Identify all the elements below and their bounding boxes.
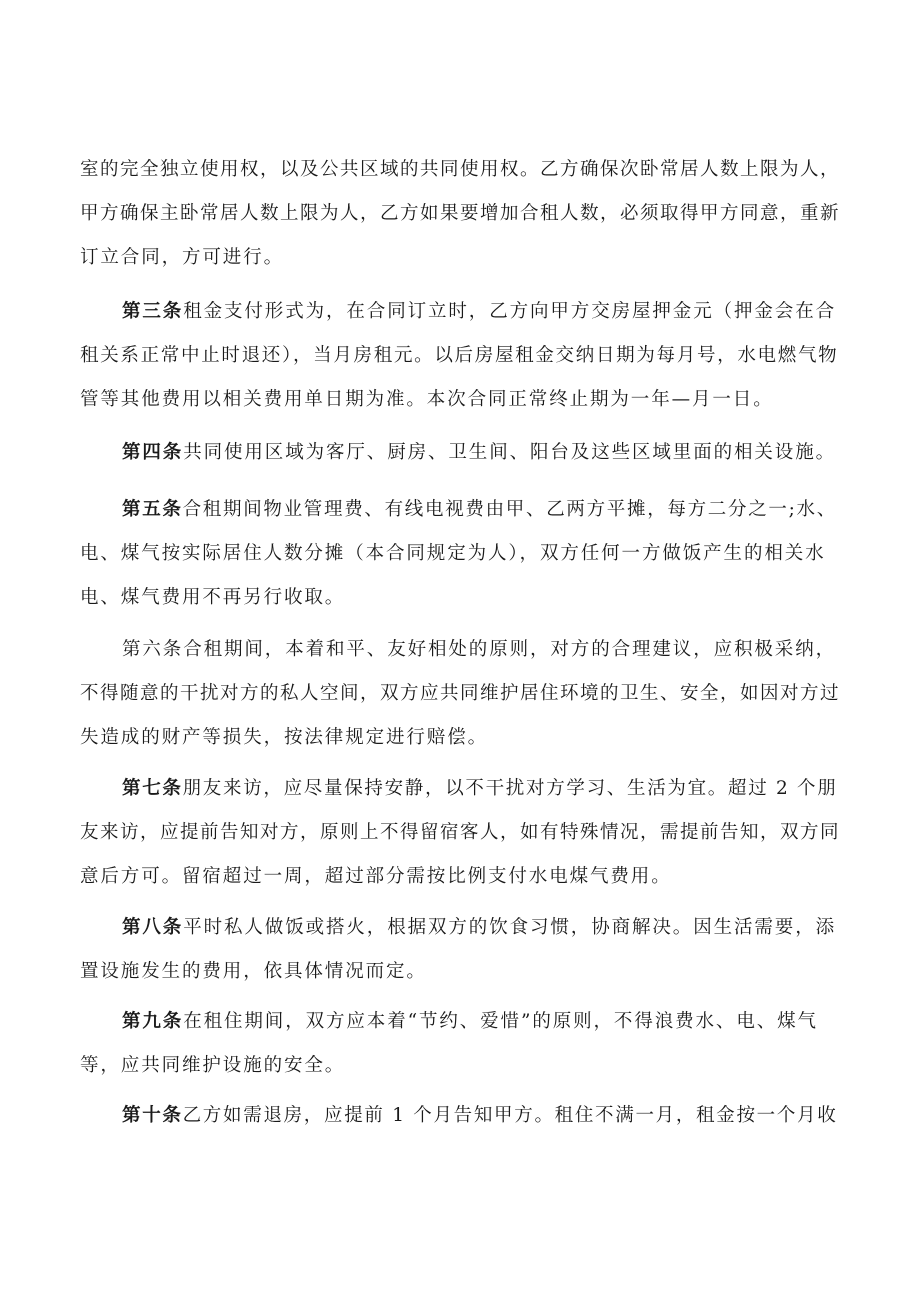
paragraph-article-10 [80, 1094, 840, 1138]
paragraph-article-9 [80, 1000, 840, 1088]
text-line: 室的完全独立使用权，以及公共区域的共同使用权。乙方确保次卧常居人数上限为人， [80, 159, 841, 180]
text-line [80, 767, 840, 811]
article-heading: 第四条 [122, 442, 184, 463]
text-line: 第六条合租期间，本着和平、友好相处的原则，对方的合理建议，应积极采纳， [122, 639, 837, 660]
text-line: 电、煤气按实际居住人数分摊（本合同规定为人），双方任何一方做饭产生的相关水 [80, 543, 826, 564]
text-line: 电、煤气费用不再另行收取。 [80, 587, 346, 608]
article-heading: 第九条 [122, 1011, 184, 1032]
paragraph-article-7 [80, 767, 840, 899]
text-line: 不得随意的干扰对方的私人空间，双方应共同维护居住环境的卫生、安全，如因对方过 [80, 683, 841, 704]
article-heading: 第十条 [122, 1105, 183, 1126]
text-line: 友来访，应提前告知对方，原则上不得留宿客人，如有特殊情况，需提前告知，双方同 [80, 822, 841, 843]
text-line [80, 1094, 840, 1138]
paragraph-article-6 [80, 628, 840, 760]
article-text: 朋友来访，应尽量保持安静，以不干扰对方学习、生活为宜。超过 2 个朋 [182, 778, 838, 799]
text-line: 置设施发生的费用，依具体情况而定。 [80, 961, 427, 982]
text-line: 管等其他费用以相关费用单日期为准。本次合同正常终止期为一年—月一日。 [80, 389, 774, 410]
text-line: 等，应共同维护设施的安全。 [80, 1055, 346, 1076]
text-line: 订立合同，方可进行。 [80, 247, 285, 268]
article-heading: 第三条 [122, 301, 184, 322]
text-line [80, 906, 840, 950]
article-text: 在租住期间，双方应本着“节约、爱惜”的原则，不得浪费水、电、煤气 [183, 1011, 818, 1032]
text-line [80, 431, 840, 475]
text-line: 失造成的财产等损失，按法律规定进行赔偿。 [80, 727, 489, 748]
article-text: 乙方如需退房，应提前 1 个月告知甲方。租住不满一月，租金按一个月收 [182, 1105, 838, 1126]
text-line [80, 1000, 840, 1044]
paragraph-continuation [80, 148, 840, 280]
article-text: 合租期间物业管理费、有线电视费由甲、乙两方平摊，每方二分之一;水、 [182, 499, 837, 520]
article-heading: 第五条 [122, 499, 183, 520]
article-text: 共同使用区域为客厅、厨房、卫生间、阳台及这些区域里面的相关设施。 [183, 442, 837, 463]
text-line: 租关系正常中止时退还），当月房租元。以后房屋租金交纳日期为每月号，水电燃气物 [80, 345, 839, 366]
text-line [80, 488, 840, 532]
article-heading: 第八条 [122, 917, 184, 938]
text-line: 甲方确保主卧常居人数上限为人，乙方如果要增加合租人数，必须取得甲方同意，重新 [80, 203, 841, 224]
article-heading: 第七条 [122, 778, 183, 799]
paragraph-article-5 [80, 488, 840, 620]
paragraph-article-3 [80, 290, 840, 422]
text-line [80, 290, 840, 334]
text-line: 意后方可。留宿超过一周，超过部分需按比例支付水电煤气费用。 [80, 866, 672, 887]
paragraph-article-4 [80, 431, 840, 475]
article-text: 租金支付形式为，在合同订立时，乙方向甲方交房屋押金元（押金会在合 [183, 301, 837, 322]
paragraph-article-8 [80, 906, 840, 994]
article-text: 平时私人做饭或搭火，根据双方的饮食习惯，协商解决。因生活需要，添 [183, 917, 837, 938]
